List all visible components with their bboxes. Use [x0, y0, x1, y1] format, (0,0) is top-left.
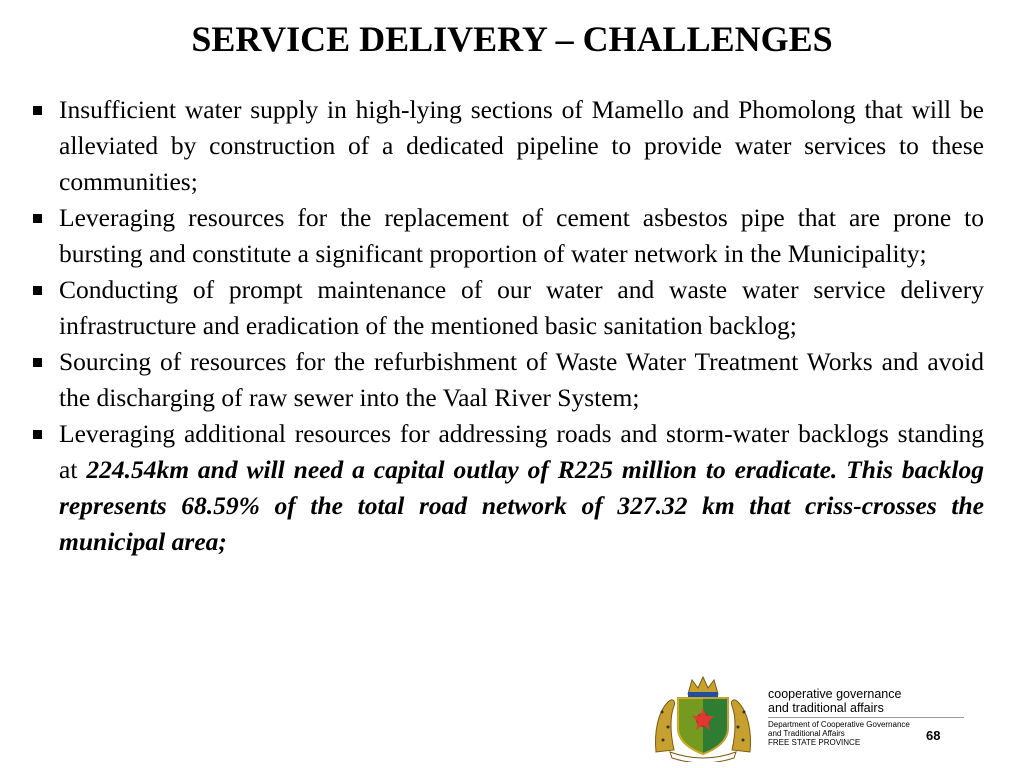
page-number: 68 — [926, 728, 941, 743]
bullet-emphasis: 224.54km and will need a capital outlay of R225 million to eradicate. This backlog represents 68.59% of the total road network of 327.32 km that criss-crosses the municipal area; — [59, 455, 985, 556]
square-bullet-icon — [33, 430, 42, 439]
brand-name: cooperative governance and traditional affairs — [768, 687, 902, 715]
bullet-item — [30, 200, 984, 272]
footer-divider — [768, 717, 964, 718]
bullet-item — [30, 272, 984, 344]
slide-title: SERVICE DELIVERY – CHALLENGES — [191, 19, 833, 59]
department-name: Department of Cooperative Governance and Traditional Affairs FREE STATE PROVINCE — [768, 720, 910, 747]
bullet-item — [30, 92, 984, 200]
bullet-item — [30, 344, 984, 416]
bullet-list — [30, 92, 984, 560]
square-bullet-icon — [33, 214, 42, 223]
square-bullet-icon — [33, 286, 42, 295]
footer — [648, 672, 988, 762]
bullet-item — [30, 416, 984, 560]
square-bullet-icon — [33, 358, 42, 367]
bullet-text: Insufficient water supply in high-lying sections of Mamello and Phomolong that will be alleviated by construction of a dedicated pipeline to provide water services to these communities; — [59, 95, 984, 196]
bullet-text: Leveraging resources for the replacement of cement asbestos pipe that are prone to bursting and constitute a significant proportion of water network in the Municipality; — [59, 203, 984, 268]
bullet-text: Leveraging additional resources for addressing roads and storm-water backlogs standing at — [59, 419, 984, 484]
coat-of-arms-icon — [648, 672, 758, 762]
bullet-text: Conducting of prompt maintenance of our water and waste water service delivery infrastructure and eradication of the mentioned basic sanitation backlog; — [59, 275, 984, 340]
bullet-text: Sourcing of resources for the refurbishment of Waste Water Treatment Works and avoid the discharging of raw sewer into the Vaal River System; — [59, 347, 984, 412]
square-bullet-icon — [33, 106, 42, 115]
